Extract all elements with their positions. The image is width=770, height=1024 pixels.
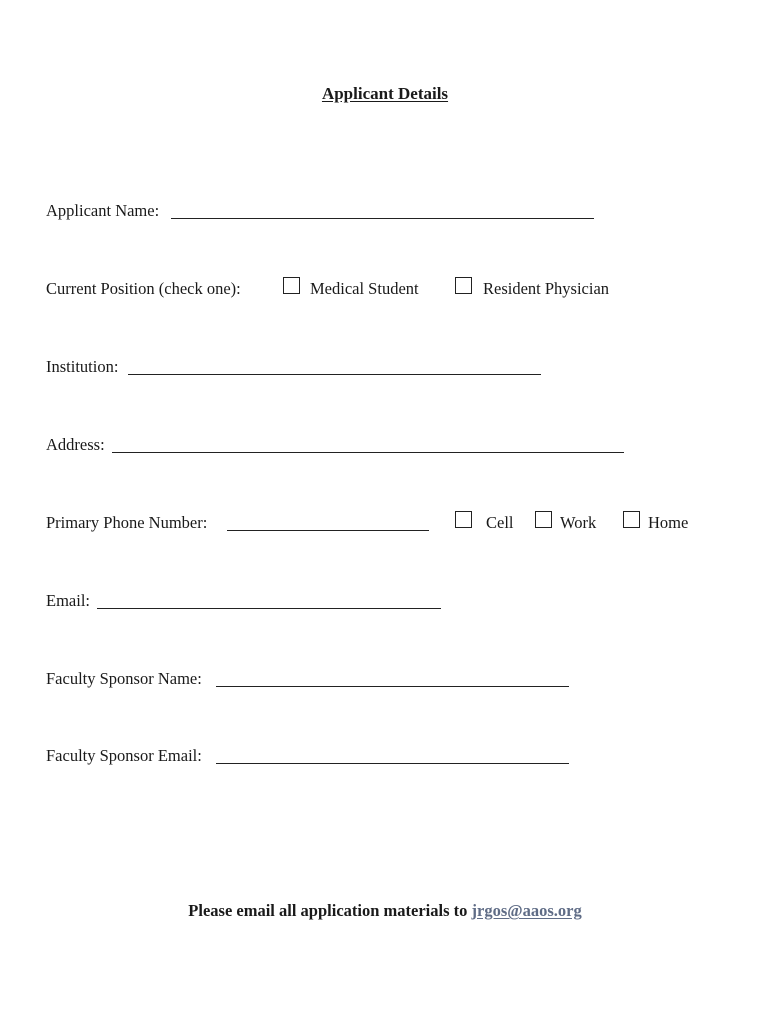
work-label: Work [560,513,597,532]
address-field[interactable] [112,452,624,453]
faculty-sponsor-email-field[interactable] [216,763,569,764]
institution-field[interactable] [128,374,541,375]
faculty-sponsor-email-label: Faculty Sponsor Email: [46,746,202,765]
current-position-label: Current Position (check one): [46,279,241,298]
faculty-sponsor-name-label: Faculty Sponsor Name: [46,669,202,688]
cell-label: Cell [486,513,514,532]
footer-text: Please email all application materials to [188,901,472,920]
cell-checkbox[interactable] [455,511,472,528]
home-label: Home [648,513,689,532]
medical-student-checkbox[interactable] [283,277,300,294]
footer-note [0,901,770,921]
form-title: Applicant Details [321,84,449,103]
faculty-sponsor-name-field[interactable] [216,686,569,687]
work-checkbox[interactable] [535,511,552,528]
email-field[interactable] [97,608,441,609]
applicant-name-label: Applicant Name: [46,201,160,220]
applicant-name-field[interactable] [171,218,594,219]
resident-physician-label: Resident Physician [483,279,610,298]
address-label: Address: [46,435,105,454]
institution-label: Institution: [46,357,119,376]
primary-phone-label: Primary Phone Number: [46,513,208,532]
email-label: Email: [46,591,90,610]
contact-email-link[interactable]: jrgos@aaos.org [471,901,582,920]
resident-physician-checkbox[interactable] [455,277,472,294]
medical-student-label: Medical Student [310,279,419,298]
primary-phone-field[interactable] [227,530,429,531]
home-checkbox[interactable] [623,511,640,528]
